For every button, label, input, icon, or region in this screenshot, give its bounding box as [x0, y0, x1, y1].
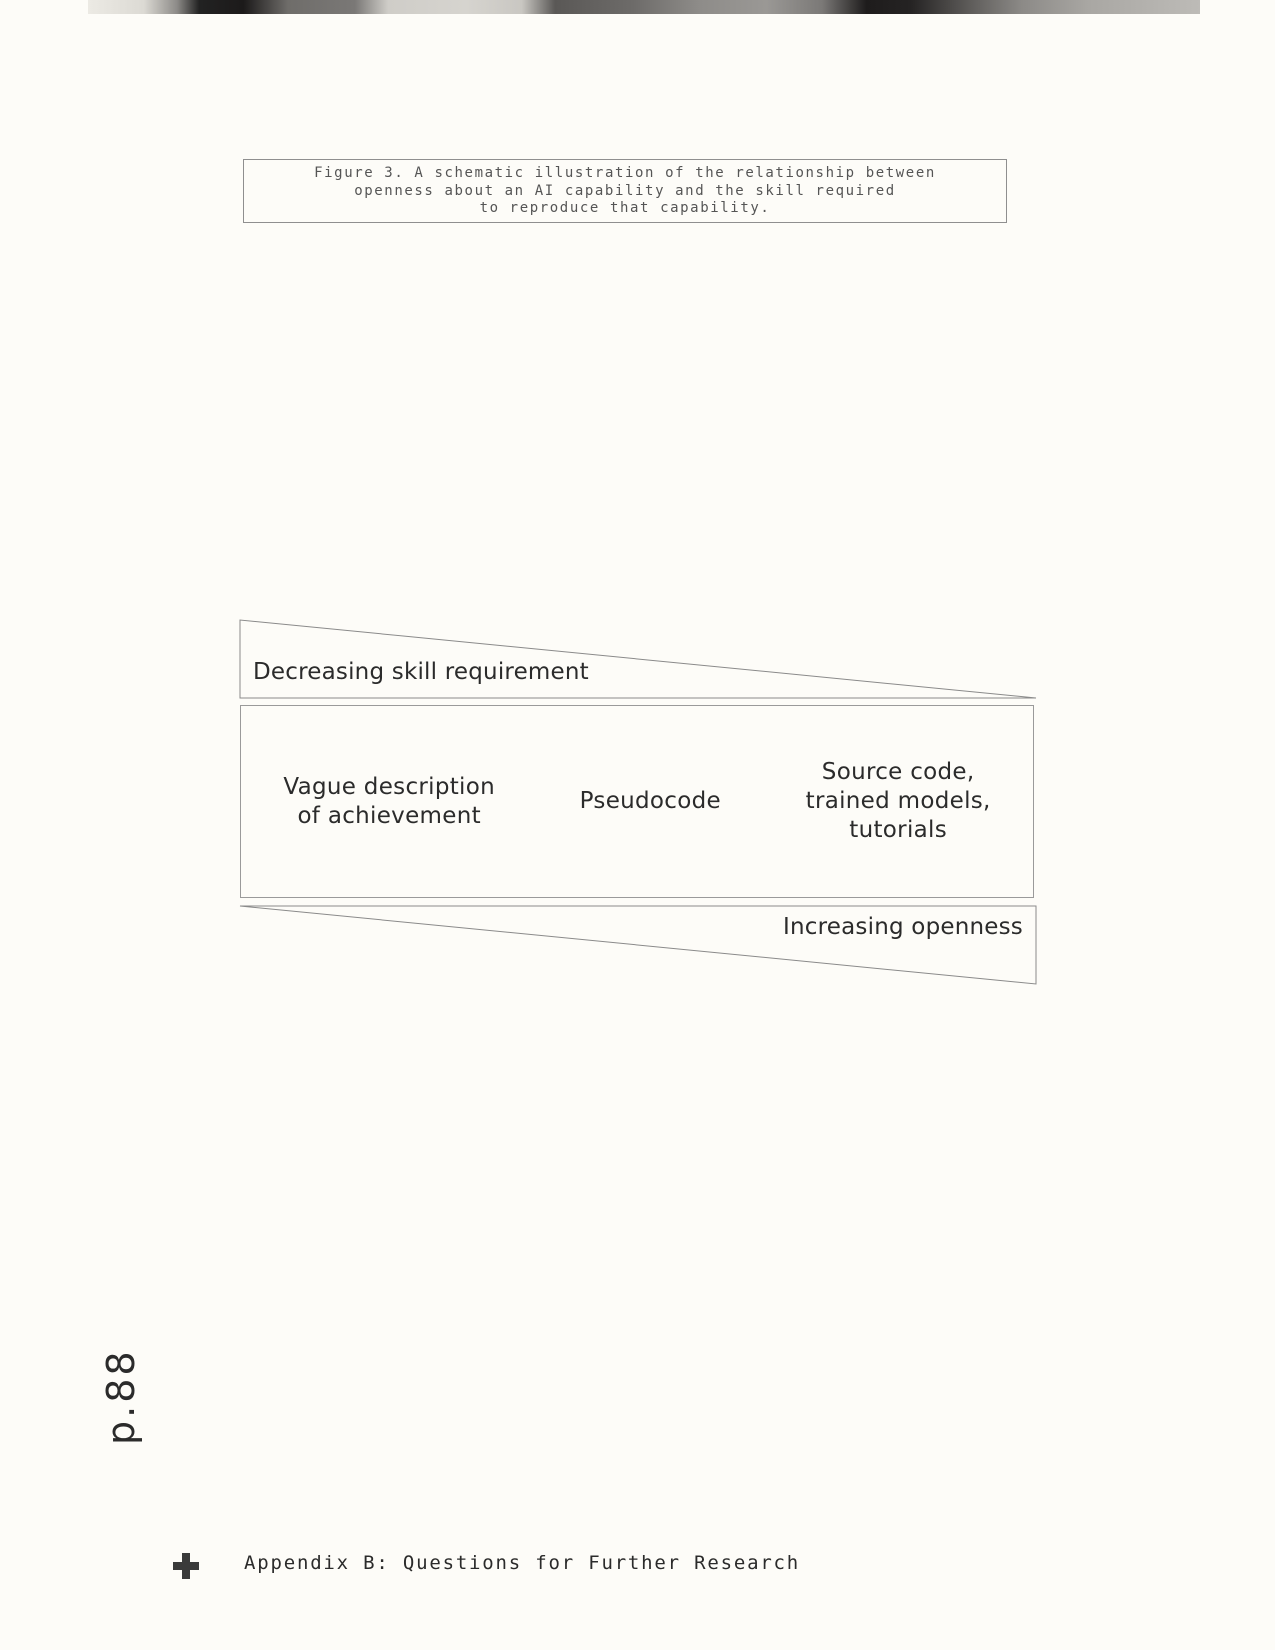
stages-box	[240, 705, 1034, 898]
stage-line: Source code,	[821, 759, 975, 785]
stage-pseudocode	[580, 787, 721, 816]
openness-skill-diagram	[238, 618, 1038, 986]
stage-line: tutorials	[849, 817, 947, 843]
plus-icon	[173, 1553, 199, 1579]
stage-line: of achievement	[297, 802, 481, 829]
stage-line: trained models,	[805, 788, 991, 814]
stage-line: Pseudocode	[579, 788, 721, 814]
figure-caption	[243, 159, 1007, 223]
top-decorative-bar	[88, 0, 1200, 14]
stage-source-code	[806, 758, 991, 845]
openness-label: Increasing openness	[783, 914, 1023, 940]
skill-requirement-label: Decreasing skill requirement	[253, 659, 589, 685]
stage-line: Vague description	[283, 773, 495, 800]
caption-line-1: Figure 3. A schematic illustration of the relationship between	[314, 165, 936, 181]
stage-vague-description	[283, 773, 495, 831]
footer-section-title: Appendix B: Questions for Further Research	[244, 1552, 801, 1574]
caption-line-2: openness about an AI capability and the skill required	[354, 182, 896, 199]
caption-line-3: to reproduce that capability.	[479, 200, 771, 216]
page-number: p.88	[99, 1348, 143, 1445]
